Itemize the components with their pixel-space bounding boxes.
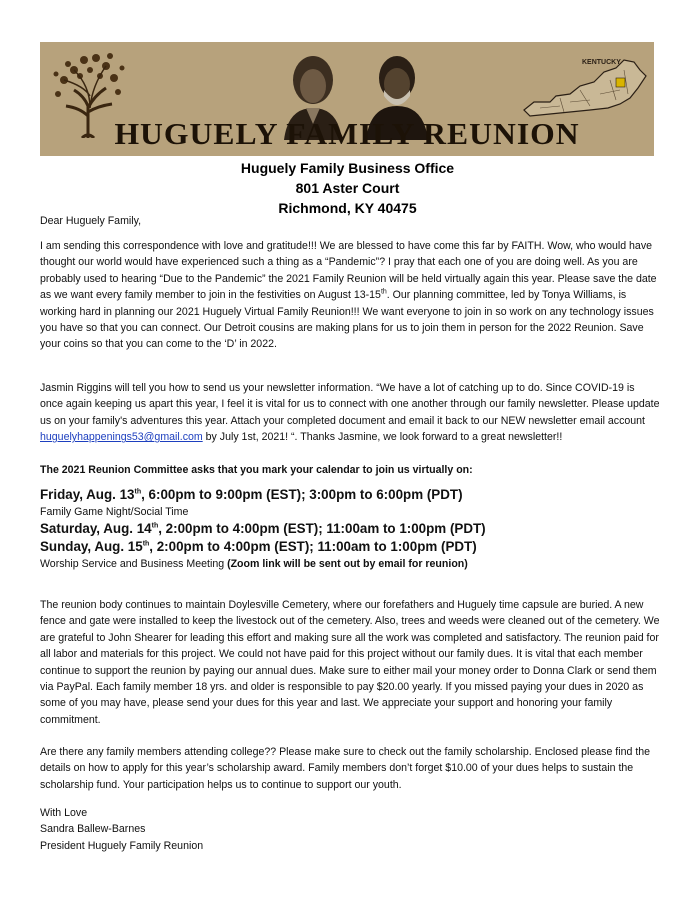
schedule-saturday: Saturday, Aug. 14th, 2:00pm to 4:00pm (EST); 11:00am to 1:00pm (PDT) bbox=[40, 521, 486, 536]
office-city: Richmond, KY 40475 bbox=[278, 200, 417, 216]
office-name: Huguely Family Business Office bbox=[240, 160, 455, 176]
signer-name: Sandra Ballew-Barnes bbox=[40, 823, 146, 836]
closing-block bbox=[40, 805, 660, 854]
map-label: KENTUCKY bbox=[582, 59, 621, 66]
newsletter-email-link[interactable]: huguelyhappenings53@gmail.com bbox=[40, 431, 203, 444]
schedule-sunday: Sunday, Aug. 15th, 2:00pm to 4:00pm (EST); 11:00am to 1:00pm (PDT) bbox=[40, 539, 477, 554]
schedule-friday: Friday, Aug. 13th, 6:00pm to 9:00pm (EST); 3:00pm to 6:00pm (PDT) bbox=[40, 487, 463, 502]
schedule-block bbox=[40, 486, 660, 572]
reunion-banner bbox=[40, 42, 654, 156]
paragraph-intro: I am sending this correspondence with love and gratitude!!! We are blessed to have come this far by FAITH. Wow, who would have thought our world would have experienced such a thing as a “Pandemic”? I pray that each one of you are doing well. As you are probably used to hearing “Due to the Pandemic” the 2021 Family Reunion will be held virtually again this year. Please save the date as we want every family member to join in the festivities on August 13-15th. Our planning committee, led by Tonya Williams, is working hard in planning our 2021 Huguely Virtual Family Reunion!!! We want everyone to join in so work on any technology issues you have so that you can connect. Our Detroit cousins are making plans for us to join them in person for the 2022 Reunion. Save your coins so that you can come to the ‘D’ in 2022. bbox=[40, 240, 657, 351]
paragraph-scholarship: Are there any family members attending college?? Please make sure to check out the family scholarship. Enclosed please find the details on how to apply for this year’s scholarship award. Family members don’t forget $10.00 of your dues helps to sustain the scholarship fund. Your participation helps us to continue to support our youth. bbox=[40, 746, 651, 791]
schedule-sunday-desc: Worship Service and Business Meeting (Zoom link will be sent out by email for reunion) bbox=[40, 558, 468, 570]
salutation: Dear Huguely Family, bbox=[40, 215, 142, 227]
signer-title: President Huguely Family Reunion bbox=[40, 839, 204, 852]
office-street: 801 Aster Court bbox=[295, 180, 400, 196]
kentucky-map-icon bbox=[520, 50, 650, 126]
closing-line: With Love bbox=[40, 807, 88, 819]
paragraph-newsletter: Jasmin Riggins will tell you how to send us your newsletter information. “We have a lot of catching up to do. Since COVID-19 is once again keeping us apart this year, I feel it is vital for us to connect with one another through our family newsletter. Please update us on your family's adventures this year. Attach your completed document and email it back to our NEW newsletter email account huguelyhappenings53@gmail.com by July 1st, 2021! “. Thanks Jasmine, we look forward to a great newsletter!! bbox=[40, 382, 660, 444]
paragraph-cemetery-dues: The reunion body continues to maintain Doylesville Cemetery, where our forefathers and Huguely time capsule are buried. A new fence and gate were installed to keep the livestock out of the cemetery. Also, trees and weeds were cleaned out of the cemetery. We are grateful to John Shearer for leading this effort and making sure all the work was completed and satisfactory. The reunion paid for all labor and materials for this project. We could not have paid for this project without our family dues. It is vital that each member continue to support the reunion by paying our annual dues. Make sure to either mail your money order to Donna Clark or send them via PayPal. Each family member 18 yrs. and older is responsible to pay $20.00 yearly. If you missed paying your dues in 2020 as some of you may have, please send your dues for this year and last. We appreciate your support and honoring your family commitment. bbox=[40, 599, 660, 726]
office-address-block bbox=[0, 158, 695, 218]
schedule-friday-desc: Family Game Night/Social Time bbox=[40, 506, 189, 518]
committee-note: The 2021 Reunion Committee asks that you mark your calendar to join us virtually on: bbox=[40, 464, 473, 476]
banner-title: HUGUELY FAMILY REUNION bbox=[114, 116, 580, 151]
